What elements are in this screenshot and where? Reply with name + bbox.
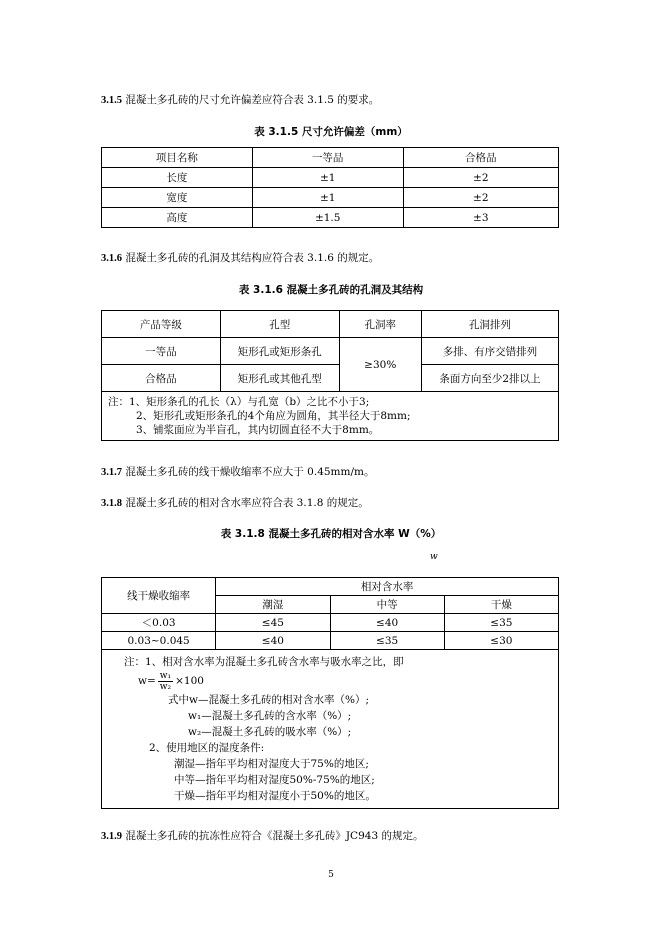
table-3-1-6-caption: 表 3.1.6 混凝土多孔砖的孔洞及其结构 bbox=[238, 284, 424, 296]
header-cell: 合格品 bbox=[403, 148, 558, 168]
table-notes bbox=[102, 392, 559, 441]
table-cell: ＜0.03 bbox=[102, 614, 216, 632]
section-3-1-9: 3.1.9 混凝土多孔砖的抗冻性应符合《混凝土多孔砖》JC943 的规定。 bbox=[101, 830, 424, 842]
table-cell: ±1 bbox=[252, 168, 403, 188]
header-cell: 一等品 bbox=[252, 148, 403, 168]
table-cell: 长度 bbox=[102, 168, 253, 188]
table-3-1-5-caption: 表 3.1.5 尺寸允许偏差（mm） bbox=[254, 126, 408, 138]
table-notes bbox=[102, 650, 559, 809]
note-line: w₂—混凝土多孔砖的吸水率（%）; bbox=[188, 726, 352, 738]
page-number: 5 bbox=[328, 870, 334, 880]
header-cell: 相对含水率 bbox=[216, 578, 559, 596]
table-row bbox=[102, 632, 559, 650]
header-cell: 孔洞率 bbox=[339, 311, 421, 338]
table-row bbox=[102, 208, 559, 228]
table-row bbox=[102, 338, 559, 365]
table-3-1-8-caption: 表 3.1.8 混凝土多孔砖的相对含水率 W（%） bbox=[220, 528, 442, 540]
formula: w= $\frac{\text{w₁}}{\text{w₂}}$ ×100 bbox=[138, 670, 204, 692]
fraction: $\frac{\text{w₁}}{\text{w₂}}$ bbox=[159, 670, 172, 692]
header-cell: 孔型 bbox=[220, 311, 339, 338]
header-cell: 中等 bbox=[330, 596, 444, 614]
table-cell: 0.03~0.045 bbox=[102, 632, 216, 650]
note-line: w₁—混凝土多孔砖的含水率（%）; bbox=[188, 710, 352, 722]
table-cell: ±3 bbox=[403, 208, 558, 228]
header-cell: 产品等级 bbox=[102, 311, 221, 338]
note-line: 3、铺浆面应为半盲孔，其内切圆直径不大于8mm。 bbox=[136, 424, 380, 436]
table-note-row bbox=[102, 392, 559, 441]
table-cell: 多排、有序交错排列 bbox=[421, 338, 558, 365]
table-row bbox=[102, 188, 559, 208]
table-cell: 条面方向至少2排以上 bbox=[421, 365, 558, 392]
note-line: 2、矩形孔或矩形条孔的4个角应为圆角，其半径大于8mm; bbox=[136, 410, 411, 422]
note-line: 干燥—指年平均相对湿度小于50%的地区。 bbox=[174, 790, 376, 802]
table-cell: ±1 bbox=[252, 188, 403, 208]
table-cell: ≤35 bbox=[330, 632, 444, 650]
note-line: 中等—指年平均相对湿度50%-75%的地区; bbox=[174, 774, 375, 786]
note-line: 注：1、相对含水率为混凝土多孔砖含水率与吸水率之比，即 bbox=[124, 656, 404, 668]
section-3-1-8: 3.1.8 混凝土多孔砖的相对含水率应符合表 3.1.8 的规定。 bbox=[101, 497, 369, 509]
table-cell: 宽度 bbox=[102, 188, 253, 208]
table-note-row bbox=[102, 650, 559, 809]
header-cell: 线干燥收缩率 bbox=[102, 578, 216, 614]
table-cell: ≤35 bbox=[444, 614, 558, 632]
table-cell: ≤40 bbox=[330, 614, 444, 632]
note-line: 式中w—混凝土多孔砖的相对含水率（%）; bbox=[168, 694, 370, 706]
table-cell: ±2 bbox=[403, 188, 558, 208]
table-header-row bbox=[102, 148, 559, 168]
table-cell: ≥30% bbox=[339, 338, 421, 392]
table-cell: 一等品 bbox=[102, 338, 221, 365]
header-cell: 潮湿 bbox=[216, 596, 330, 614]
table-cell: 矩形孔或其他孔型 bbox=[220, 365, 339, 392]
table-cell: ≤30 bbox=[444, 632, 558, 650]
note-line: 2、使用地区的湿度条件: bbox=[149, 742, 265, 754]
table-3-1-8 bbox=[101, 577, 559, 809]
table-cell: 矩形孔或矩形条孔 bbox=[220, 338, 339, 365]
table-header-row bbox=[102, 311, 559, 338]
table-cell: ±2 bbox=[403, 168, 558, 188]
note-line: 潮湿—指年平均相对湿度大于75%的地区; bbox=[174, 758, 369, 770]
section-3-1-5: 3.1.5 混凝土多孔砖的尺寸允许偏差应符合表 3.1.5 的要求。 bbox=[101, 94, 380, 106]
section-3-1-7: 3.1.7 混凝土多孔砖的线干燥收缩率不应大于 0.45mm/m。 bbox=[101, 466, 375, 478]
table-header-row bbox=[102, 578, 559, 596]
table-cell: 高度 bbox=[102, 208, 253, 228]
section-3-1-6: 3.1.6 混凝土多孔砖的孔洞及其结构应符合表 3.1.6 的规定。 bbox=[101, 252, 380, 264]
header-cell: 孔洞排列 bbox=[421, 311, 558, 338]
table-cell: ±1.5 bbox=[252, 208, 403, 228]
note-line: 注：1、矩形条孔的孔长（λ）与孔宽（b）之比不小于3; bbox=[108, 396, 370, 408]
subscript-w: w bbox=[430, 552, 438, 562]
table-cell: 合格品 bbox=[102, 365, 221, 392]
table-cell: ≤40 bbox=[216, 632, 330, 650]
table-3-1-5 bbox=[101, 147, 559, 228]
table-row bbox=[102, 168, 559, 188]
table-cell: ≤45 bbox=[216, 614, 330, 632]
table-3-1-6 bbox=[101, 310, 559, 441]
header-cell: 项目名称 bbox=[102, 148, 253, 168]
header-cell: 干燥 bbox=[444, 596, 558, 614]
table-row bbox=[102, 614, 559, 632]
table-row bbox=[102, 365, 559, 392]
